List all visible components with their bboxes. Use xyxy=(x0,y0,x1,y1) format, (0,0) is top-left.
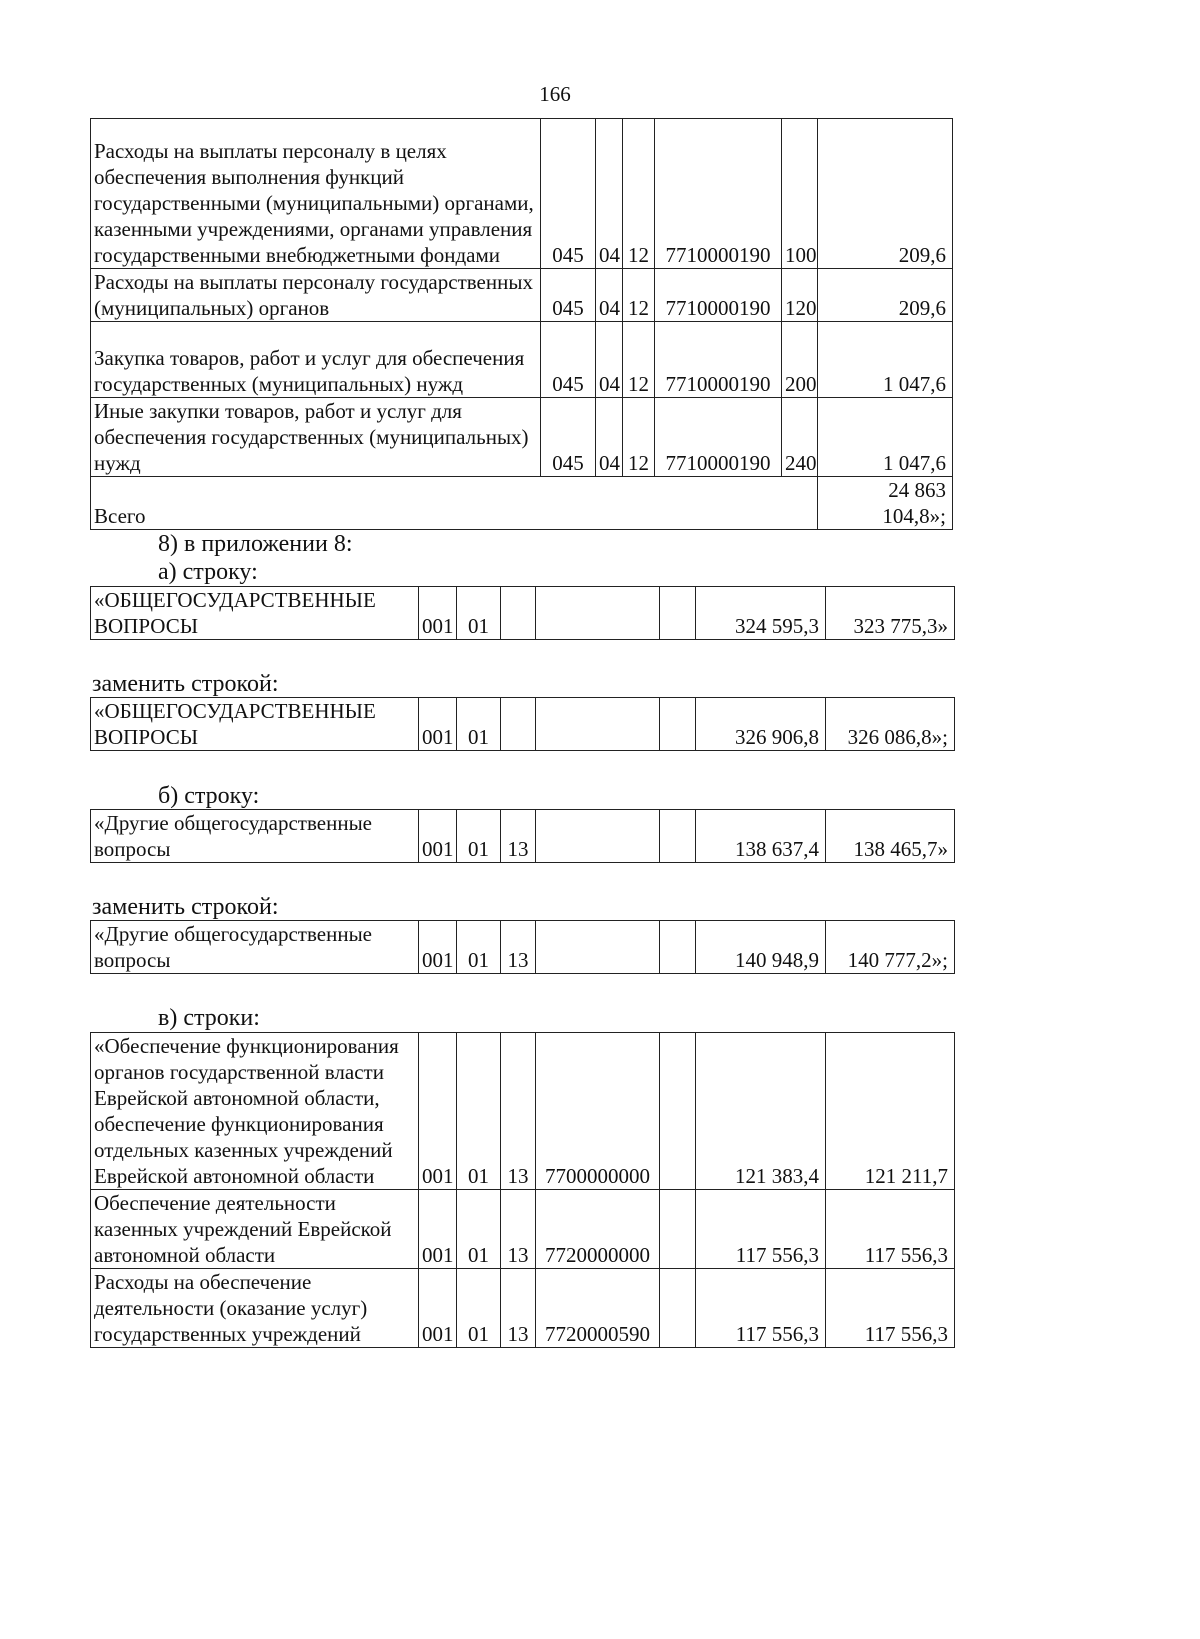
cell-vr: 100 xyxy=(782,119,818,269)
row-name: Расходы на обеспечение деятельности (оказание услуг) государственных учреждений xyxy=(91,1269,419,1348)
cell-ved: 045 xyxy=(541,269,596,322)
cell-csr: 7710000190 xyxy=(655,269,782,322)
cell-sum-1: 326 906,8 xyxy=(696,698,826,751)
cell-ved: 001 xyxy=(419,810,457,863)
cell-pr xyxy=(501,587,536,640)
table-row xyxy=(91,269,953,322)
cell-vr xyxy=(660,1190,696,1269)
cell-sum-1: 121 383,4 xyxy=(696,1033,826,1190)
cell-vr: 240 xyxy=(782,398,818,477)
cell-ved: 045 xyxy=(541,119,596,269)
subsection-v-heading: в) строки: xyxy=(158,1005,260,1031)
cell-rz: 04 xyxy=(596,119,623,269)
cell-pr: 13 xyxy=(501,921,536,974)
cell-csr xyxy=(536,921,660,974)
cell-ved: 045 xyxy=(541,398,596,477)
cell-sum: 1 047,6 xyxy=(818,322,953,398)
table-row xyxy=(91,1269,955,1348)
cell-csr xyxy=(536,810,660,863)
table-a-original xyxy=(90,586,955,640)
cell-ved: 001 xyxy=(419,1033,457,1190)
cell-rz: 04 xyxy=(596,322,623,398)
table-a-replacement xyxy=(90,697,955,751)
subsection-a-heading: а) строку: xyxy=(158,559,258,585)
cell-pr: 12 xyxy=(623,322,655,398)
table-v xyxy=(90,1032,955,1348)
replace-heading-2: заменить строкой: xyxy=(92,894,279,920)
table-row xyxy=(91,921,955,974)
row-name: Иные закупки товаров, работ и услуг для обеспечения государственных (муниципальных) нужд xyxy=(91,398,541,477)
table-row xyxy=(91,1190,955,1269)
cell-sum-1: 140 948,9 xyxy=(696,921,826,974)
cell-rz: 01 xyxy=(457,810,501,863)
cell-sum-2: 326 086,8»; xyxy=(826,698,955,751)
table-row xyxy=(91,322,953,398)
cell-sum-2: 140 777,2»; xyxy=(826,921,955,974)
table-row xyxy=(91,698,955,751)
total-value: 24 863 104,8»; xyxy=(818,477,953,530)
cell-sum: 209,6 xyxy=(818,269,953,322)
cell-csr: 7720000590 xyxy=(536,1269,660,1348)
row-name: Расходы на выплаты персоналу государственных (муниципальных) органов xyxy=(91,269,541,322)
cell-sum-1: 117 556,3 xyxy=(696,1269,826,1348)
budget-table-appendix-7 xyxy=(90,118,953,530)
row-name: «Обеспечение функционирования органов государственной власти Еврейской автономной области, обеспечение функционирования отдельных казенных учреждений Еврейской автономной области xyxy=(91,1033,419,1190)
cell-rz: 01 xyxy=(457,587,501,640)
cell-ved: 001 xyxy=(419,1269,457,1348)
table-row xyxy=(91,1033,955,1190)
replace-heading-1: заменить строкой: xyxy=(92,671,279,697)
cell-sum-2: 121 211,7 xyxy=(826,1033,955,1190)
cell-rz: 04 xyxy=(596,269,623,322)
cell-sum: 209,6 xyxy=(818,119,953,269)
cell-pr: 13 xyxy=(501,1269,536,1348)
section-heading: 8) в приложении 8: xyxy=(158,531,353,557)
cell-ved: 045 xyxy=(541,322,596,398)
cell-vr xyxy=(660,921,696,974)
cell-csr xyxy=(536,587,660,640)
cell-csr: 7710000190 xyxy=(655,119,782,269)
cell-vr xyxy=(660,1269,696,1348)
cell-sum-1: 324 595,3 xyxy=(696,587,826,640)
cell-pr: 13 xyxy=(501,810,536,863)
cell-sum-2: 323 775,3» xyxy=(826,587,955,640)
row-name: Обеспечение деятельности казенных учреждений Еврейской автономной области xyxy=(91,1190,419,1269)
cell-rz: 01 xyxy=(457,921,501,974)
cell-pr: 12 xyxy=(623,398,655,477)
table-row xyxy=(91,587,955,640)
cell-rz: 01 xyxy=(457,698,501,751)
cell-csr: 7710000190 xyxy=(655,322,782,398)
table-b-original xyxy=(90,809,955,863)
row-name: «ОБЩЕГОСУДАРСТВЕННЫЕ ВОПРОСЫ xyxy=(91,698,419,751)
cell-sum-2: 117 556,3 xyxy=(826,1190,955,1269)
cell-csr: 7710000190 xyxy=(655,398,782,477)
row-name: «ОБЩЕГОСУДАРСТВЕННЫЕ ВОПРОСЫ xyxy=(91,587,419,640)
page-number: 166 xyxy=(539,82,571,106)
cell-ved: 001 xyxy=(419,921,457,974)
subsection-b-heading: б) строку: xyxy=(158,783,260,809)
cell-ved: 001 xyxy=(419,698,457,751)
cell-vr xyxy=(660,810,696,863)
cell-vr: 120 xyxy=(782,269,818,322)
cell-ved: 001 xyxy=(419,587,457,640)
cell-vr xyxy=(660,587,696,640)
total-label: Всего xyxy=(91,477,818,530)
cell-sum-1: 117 556,3 xyxy=(696,1190,826,1269)
cell-rz: 01 xyxy=(457,1269,501,1348)
table-row xyxy=(91,810,955,863)
cell-ved: 001 xyxy=(419,1190,457,1269)
cell-vr xyxy=(660,1033,696,1190)
cell-vr xyxy=(660,698,696,751)
row-name: «Другие общегосударственные вопросы xyxy=(91,810,419,863)
cell-csr: 7700000000 xyxy=(536,1033,660,1190)
cell-rz: 01 xyxy=(457,1190,501,1269)
table-row xyxy=(91,398,953,477)
cell-pr: 13 xyxy=(501,1033,536,1190)
cell-rz: 04 xyxy=(596,398,623,477)
total-row xyxy=(91,477,953,530)
cell-sum-2: 138 465,7» xyxy=(826,810,955,863)
cell-sum-2: 117 556,3 xyxy=(826,1269,955,1348)
cell-csr xyxy=(536,698,660,751)
row-name: «Другие общегосударственные вопросы xyxy=(91,921,419,974)
cell-pr: 12 xyxy=(623,119,655,269)
table-b-replacement xyxy=(90,920,955,974)
cell-sum-1: 138 637,4 xyxy=(696,810,826,863)
cell-pr: 12 xyxy=(623,269,655,322)
cell-vr: 200 xyxy=(782,322,818,398)
row-name: Расходы на выплаты персоналу в целях обеспечения выполнения функций государственными (муниципальными) органами, казенными учреждениями, органами управления государственными внебюджетными фондами xyxy=(91,119,541,269)
cell-sum: 1 047,6 xyxy=(818,398,953,477)
cell-pr: 13 xyxy=(501,1190,536,1269)
cell-csr: 7720000000 xyxy=(536,1190,660,1269)
table-row xyxy=(91,119,953,269)
cell-pr xyxy=(501,698,536,751)
cell-rz: 01 xyxy=(457,1033,501,1190)
row-name: Закупка товаров, работ и услуг для обеспечения государственных (муниципальных) нужд xyxy=(91,322,541,398)
